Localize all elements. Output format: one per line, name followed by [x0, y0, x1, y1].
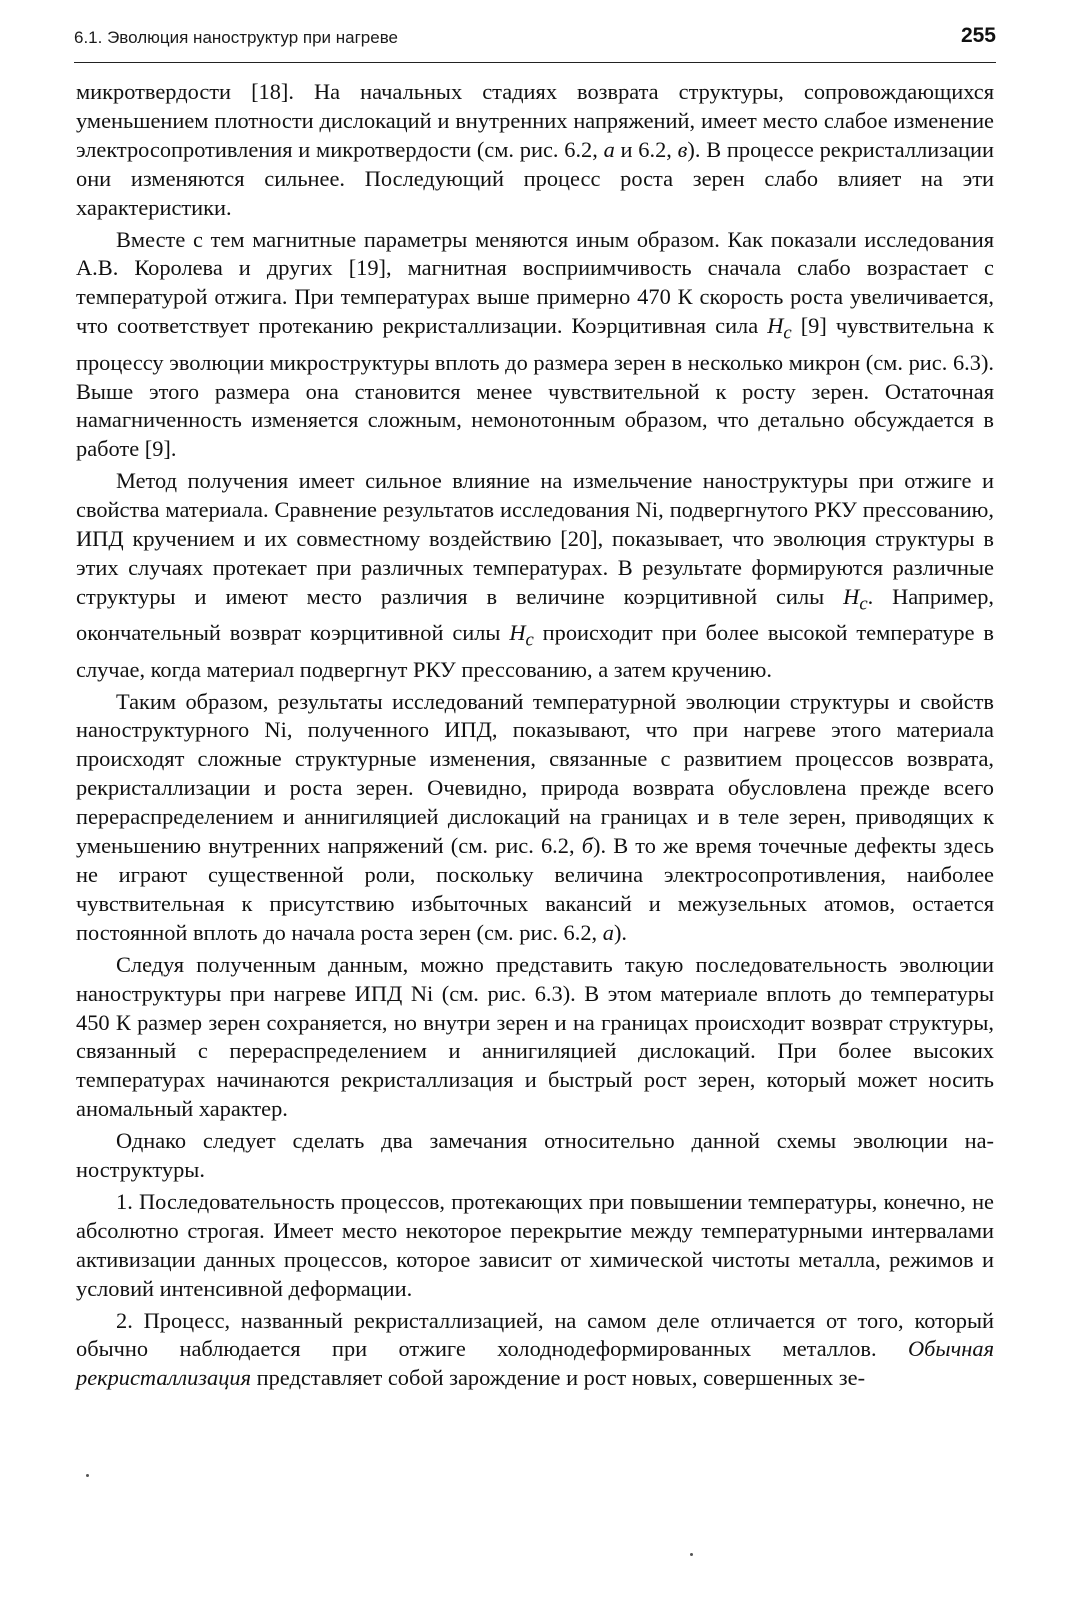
symbol-subscript: c — [783, 322, 792, 344]
text-run: ). В процессе рекристаллизации они изменяются сильнее. Последующий процесс роста зерен слабо влияет на эти характеристики. — [76, 136, 994, 220]
text-run: и 6.2, — [614, 136, 678, 162]
body-text — [76, 78, 994, 1393]
text-run: 2. Процесс, названный рекристаллизацией, на самом деле отличается от того, который обычно наблюдается при отжиге холоднодеформированных металлов. — [76, 1307, 994, 1362]
section-title: 6.1. Эволюция наноструктур при нагреве — [74, 28, 399, 47]
text-run: ). В то же время точечные дефекты здесь не играют существенной роли, поскольку величина электросопротивления, наиболее чувствительная к присутствию избыточных вакансий и межузельных атомов, остается постоянной вплоть до начала роста зерен (см. рис. 6.2, — [76, 833, 994, 945]
symbol-coercive-force: H — [843, 583, 860, 609]
paragraph-8 — [76, 1307, 994, 1394]
paragraph-4 — [76, 688, 994, 948]
paragraph-6 — [76, 1127, 994, 1185]
italic-figure-ref: а — [603, 136, 615, 162]
text-run: 1. Последовательность процессов, протекающих при повышении температуры, конечно, не абсолютно строгая. Имеет место некоторое перекрытие между температурными интервалами активизации данных процессов, которое зависит от химической чистоты металла, режимов и условий интенсивной деформации. — [76, 1188, 994, 1301]
symbol-subscript: c — [859, 593, 868, 615]
text-run: Метод получения имеет сильное влияние на измельчение наноструктуры при отжиге и свойства материала. Сравнение результатов исследования Ni, подвергнутого РКУ прессованию, ИПД кручением и их совместному воздействию [20], показывает, что эволюция структуры в этих случаях протекает при различных температурах. В результате формируются различные структуры и имеют место различия в величине коэрцитивной силы — [76, 468, 994, 609]
symbol-subscript: c — [525, 629, 534, 651]
text-run: [9] чувствительна к процессу эволюции микроструктуры вплоть до размера зерен в несколько микрон (см. рис. 6.3). Выше этого размера она становится менее чувствительной к росту зерен. Остаточная намагниченность изменяется сложным, немонотонным образом, что детально обсуждается в работе [9]. — [76, 313, 994, 462]
text-run: ). — [613, 919, 628, 945]
italic-figure-ref: б — [581, 833, 593, 859]
text-run: представляет собой зарождение и рост новых, совершенных зе- — [251, 1365, 866, 1391]
text-run: происходит при более высокой температуре в случае, когда материал подвергнут РКУ прессованию, а затем кручению. — [76, 620, 994, 682]
page-number: 255 — [960, 24, 996, 47]
text-run: микротвердости [18]. На начальных стадиях возврата структуры, сопровождающихся уменьшением плотности дислокаций и внутренних напряжений, имеет место слабое изменение электросопротивления и микротвердости (см. рис. 6.2, — [76, 79, 994, 162]
text-run: Вместе с тем магнитные параметры меняются иным образом. Как показали исследования А.В. Королева и других [19], магнитная восприимчивость сначала слабо возрастает с температурой отжига. При температурах выше примерно 470 К скорость роста увеличивается, что соответствует протеканию рекристаллизации. Коэрцитивная сила — [76, 226, 994, 339]
scan-speck — [690, 1553, 693, 1556]
text-run: Следуя полученным данным, можно представить такую последовательность эволюции наноструктуры при нагреве ИПД Ni (см. рис. 6.3). В этом материале вплоть до температуры 450 К размер зерен сохраняется, но внутри зерен и на границах происходит возврат структуры, связанный с перераспределением и аннигиляцией дислокаций. При более высоких температурах начинаются рекристаллизация и быстрый рост зерен, который может носить аномальный характер. — [76, 951, 994, 1122]
paragraph-2 — [76, 226, 994, 465]
symbol-coercive-force: H — [767, 313, 784, 339]
paragraph-5 — [76, 951, 994, 1124]
paragraph-1 — [76, 78, 994, 223]
paragraph-3 — [76, 467, 994, 684]
text-run: Однако следует сделать два замечания относительно данной схемы эволюции наноструктуры. — [76, 1128, 994, 1183]
paragraph-7 — [76, 1188, 994, 1304]
text-run: . Например, окончательный возврат коэрцитивной силы — [76, 583, 994, 646]
italic-figure-ref: а — [602, 919, 614, 945]
italic-figure-ref: в — [677, 136, 688, 162]
symbol-coercive-force: H — [509, 620, 526, 646]
text-run: Таким образом, результаты исследований температурной эволюции структуры и свойств наноструктурного Ni, полученного ИПД, показывают, что при нагреве этого материала происходят сложные структурные изменения, связанные с развитием процессов возврата, рекристаллизации и роста зерен. Очевидно, природа возврата обусловлена прежде всего перераспределением и аннигиляцией дислокаций на границах и в теле зерен, приводящих к уменьшению внутренних напряжений (см. рис. 6.2, — [76, 688, 994, 859]
italic-term: Обычная рекристаллизация — [76, 1336, 994, 1391]
scan-speck — [86, 1474, 89, 1477]
running-head — [74, 22, 996, 63]
